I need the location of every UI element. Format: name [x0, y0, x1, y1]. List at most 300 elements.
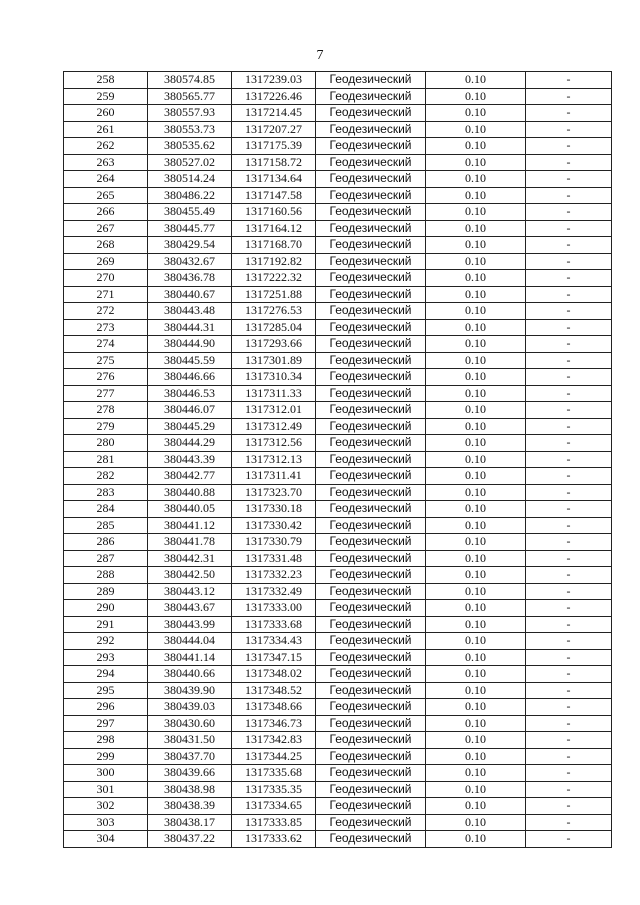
note-cell: - [526, 831, 612, 848]
x-coordinate-cell: 380438.98 [148, 781, 232, 798]
point-number-cell: 283 [64, 484, 148, 501]
note-cell: - [526, 187, 612, 204]
method-cell: Геодезический [316, 418, 426, 435]
table-row [64, 88, 612, 105]
point-number-cell: 304 [64, 831, 148, 848]
method-cell: Геодезический [316, 319, 426, 336]
y-coordinate-cell: 1317222.32 [232, 270, 316, 287]
point-number-cell: 298 [64, 732, 148, 749]
note-cell: - [526, 550, 612, 567]
note-cell: - [526, 699, 612, 716]
table-row [64, 534, 612, 551]
precision-cell: 0.10 [426, 352, 526, 369]
note-cell: - [526, 451, 612, 468]
x-coordinate-cell: 380439.90 [148, 682, 232, 699]
y-coordinate-cell: 1317312.13 [232, 451, 316, 468]
table-row [64, 121, 612, 138]
x-coordinate-cell: 380445.59 [148, 352, 232, 369]
y-coordinate-cell: 1317312.01 [232, 402, 316, 419]
precision-cell: 0.10 [426, 369, 526, 386]
precision-cell: 0.10 [426, 682, 526, 699]
x-coordinate-cell: 380445.77 [148, 220, 232, 237]
method-cell: Геодезический [316, 121, 426, 138]
precision-cell: 0.10 [426, 435, 526, 452]
x-coordinate-cell: 380441.12 [148, 517, 232, 534]
table-row [64, 187, 612, 204]
x-coordinate-cell: 380444.90 [148, 336, 232, 353]
precision-cell: 0.10 [426, 72, 526, 89]
y-coordinate-cell: 1317175.39 [232, 138, 316, 155]
table-row [64, 105, 612, 122]
y-coordinate-cell: 1317312.56 [232, 435, 316, 452]
table-row [64, 451, 612, 468]
y-coordinate-cell: 1317160.56 [232, 204, 316, 221]
precision-cell: 0.10 [426, 765, 526, 782]
point-number-cell: 273 [64, 319, 148, 336]
method-cell: Геодезический [316, 814, 426, 831]
table-row [64, 649, 612, 666]
x-coordinate-cell: 380442.50 [148, 567, 232, 584]
note-cell: - [526, 435, 612, 452]
point-number-cell: 287 [64, 550, 148, 567]
precision-cell: 0.10 [426, 418, 526, 435]
table-row [64, 682, 612, 699]
point-number-cell: 275 [64, 352, 148, 369]
table-row [64, 715, 612, 732]
y-coordinate-cell: 1317348.02 [232, 666, 316, 683]
note-cell: - [526, 649, 612, 666]
y-coordinate-cell: 1317251.88 [232, 286, 316, 303]
point-number-cell: 272 [64, 303, 148, 320]
table-row [64, 220, 612, 237]
method-cell: Геодезический [316, 336, 426, 353]
x-coordinate-cell: 380440.05 [148, 501, 232, 518]
y-coordinate-cell: 1317330.42 [232, 517, 316, 534]
precision-cell: 0.10 [426, 583, 526, 600]
method-cell: Геодезический [316, 72, 426, 89]
point-number-cell: 259 [64, 88, 148, 105]
x-coordinate-cell: 380446.53 [148, 385, 232, 402]
point-number-cell: 263 [64, 154, 148, 171]
point-number-cell: 302 [64, 798, 148, 815]
point-number-cell: 292 [64, 633, 148, 650]
method-cell: Геодезический [316, 748, 426, 765]
precision-cell: 0.10 [426, 154, 526, 171]
point-number-cell: 297 [64, 715, 148, 732]
table-row [64, 699, 612, 716]
method-cell: Геодезический [316, 253, 426, 270]
table-row [64, 468, 612, 485]
method-cell: Геодезический [316, 484, 426, 501]
note-cell: - [526, 253, 612, 270]
method-cell: Геодезический [316, 501, 426, 518]
method-cell: Геодезический [316, 517, 426, 534]
y-coordinate-cell: 1317335.68 [232, 765, 316, 782]
method-cell: Геодезический [316, 616, 426, 633]
precision-cell: 0.10 [426, 748, 526, 765]
precision-cell: 0.10 [426, 649, 526, 666]
table-row [64, 435, 612, 452]
point-number-cell: 262 [64, 138, 148, 155]
point-number-cell: 280 [64, 435, 148, 452]
y-coordinate-cell: 1317285.04 [232, 319, 316, 336]
table-row [64, 517, 612, 534]
precision-cell: 0.10 [426, 666, 526, 683]
note-cell: - [526, 105, 612, 122]
point-number-cell: 264 [64, 171, 148, 188]
point-number-cell: 258 [64, 72, 148, 89]
x-coordinate-cell: 380441.78 [148, 534, 232, 551]
note-cell: - [526, 171, 612, 188]
x-coordinate-cell: 380574.85 [148, 72, 232, 89]
method-cell: Геодезический [316, 699, 426, 716]
method-cell: Геодезический [316, 649, 426, 666]
y-coordinate-cell: 1317192.82 [232, 253, 316, 270]
note-cell: - [526, 270, 612, 287]
note-cell: - [526, 418, 612, 435]
point-number-cell: 285 [64, 517, 148, 534]
x-coordinate-cell: 380437.70 [148, 748, 232, 765]
point-number-cell: 260 [64, 105, 148, 122]
precision-cell: 0.10 [426, 319, 526, 336]
method-cell: Геодезический [316, 352, 426, 369]
note-cell: - [526, 237, 612, 254]
x-coordinate-cell: 380437.22 [148, 831, 232, 848]
precision-cell: 0.10 [426, 303, 526, 320]
x-coordinate-cell: 380438.17 [148, 814, 232, 831]
x-coordinate-cell: 380444.29 [148, 435, 232, 452]
y-coordinate-cell: 1317333.68 [232, 616, 316, 633]
table-row [64, 616, 612, 633]
method-cell: Геодезический [316, 831, 426, 848]
table-row [64, 600, 612, 617]
method-cell: Геодезический [316, 105, 426, 122]
point-number-cell: 303 [64, 814, 148, 831]
table-body [64, 72, 612, 848]
note-cell: - [526, 666, 612, 683]
x-coordinate-cell: 380443.67 [148, 600, 232, 617]
precision-cell: 0.10 [426, 237, 526, 254]
point-number-cell: 301 [64, 781, 148, 798]
y-coordinate-cell: 1317330.79 [232, 534, 316, 551]
method-cell: Геодезический [316, 468, 426, 485]
note-cell: - [526, 88, 612, 105]
x-coordinate-cell: 380443.12 [148, 583, 232, 600]
method-cell: Геодезический [316, 781, 426, 798]
method-cell: Геодезический [316, 154, 426, 171]
method-cell: Геодезический [316, 633, 426, 650]
note-cell: - [526, 385, 612, 402]
method-cell: Геодезический [316, 715, 426, 732]
y-coordinate-cell: 1317293.66 [232, 336, 316, 353]
y-coordinate-cell: 1317226.46 [232, 88, 316, 105]
point-number-cell: 268 [64, 237, 148, 254]
y-coordinate-cell: 1317346.73 [232, 715, 316, 732]
table-row [64, 253, 612, 270]
point-number-cell: 271 [64, 286, 148, 303]
table-row [64, 583, 612, 600]
y-coordinate-cell: 1317333.85 [232, 814, 316, 831]
precision-cell: 0.10 [426, 633, 526, 650]
precision-cell: 0.10 [426, 286, 526, 303]
table-row [64, 72, 612, 89]
precision-cell: 0.10 [426, 121, 526, 138]
precision-cell: 0.10 [426, 798, 526, 815]
y-coordinate-cell: 1317147.58 [232, 187, 316, 204]
x-coordinate-cell: 380553.73 [148, 121, 232, 138]
point-number-cell: 299 [64, 748, 148, 765]
precision-cell: 0.10 [426, 600, 526, 617]
note-cell: - [526, 732, 612, 749]
table-row [64, 319, 612, 336]
method-cell: Геодезический [316, 765, 426, 782]
point-number-cell: 266 [64, 204, 148, 221]
method-cell: Геодезический [316, 798, 426, 815]
note-cell: - [526, 154, 612, 171]
table-row [64, 154, 612, 171]
point-number-cell: 295 [64, 682, 148, 699]
method-cell: Геодезический [316, 369, 426, 386]
y-coordinate-cell: 1317310.34 [232, 369, 316, 386]
point-number-cell: 282 [64, 468, 148, 485]
table-row [64, 748, 612, 765]
point-number-cell: 294 [64, 666, 148, 683]
precision-cell: 0.10 [426, 187, 526, 204]
note-cell: - [526, 682, 612, 699]
y-coordinate-cell: 1317347.15 [232, 649, 316, 666]
note-cell: - [526, 220, 612, 237]
note-cell: - [526, 336, 612, 353]
y-coordinate-cell: 1317164.12 [232, 220, 316, 237]
table-row [64, 237, 612, 254]
precision-cell: 0.10 [426, 501, 526, 518]
x-coordinate-cell: 380527.02 [148, 154, 232, 171]
method-cell: Геодезический [316, 237, 426, 254]
point-number-cell: 286 [64, 534, 148, 551]
method-cell: Геодезический [316, 88, 426, 105]
note-cell: - [526, 567, 612, 584]
x-coordinate-cell: 380440.67 [148, 286, 232, 303]
x-coordinate-cell: 380444.31 [148, 319, 232, 336]
note-cell: - [526, 765, 612, 782]
note-cell: - [526, 633, 612, 650]
method-cell: Геодезический [316, 286, 426, 303]
table-row [64, 204, 612, 221]
point-number-cell: 289 [64, 583, 148, 600]
x-coordinate-cell: 380446.07 [148, 402, 232, 419]
precision-cell: 0.10 [426, 781, 526, 798]
table-row [64, 666, 612, 683]
table-row [64, 501, 612, 518]
precision-cell: 0.10 [426, 567, 526, 584]
precision-cell: 0.10 [426, 105, 526, 122]
note-cell: - [526, 402, 612, 419]
note-cell: - [526, 369, 612, 386]
table-row [64, 385, 612, 402]
table-row [64, 633, 612, 650]
point-number-cell: 269 [64, 253, 148, 270]
y-coordinate-cell: 1317134.64 [232, 171, 316, 188]
y-coordinate-cell: 1317301.89 [232, 352, 316, 369]
point-number-cell: 277 [64, 385, 148, 402]
y-coordinate-cell: 1317207.27 [232, 121, 316, 138]
method-cell: Геодезический [316, 402, 426, 419]
table-row [64, 484, 612, 501]
y-coordinate-cell: 1317239.03 [232, 72, 316, 89]
note-cell: - [526, 715, 612, 732]
note-cell: - [526, 303, 612, 320]
note-cell: - [526, 781, 612, 798]
point-number-cell: 290 [64, 600, 148, 617]
y-coordinate-cell: 1317333.62 [232, 831, 316, 848]
precision-cell: 0.10 [426, 550, 526, 567]
y-coordinate-cell: 1317158.72 [232, 154, 316, 171]
precision-cell: 0.10 [426, 270, 526, 287]
note-cell: - [526, 468, 612, 485]
y-coordinate-cell: 1317311.41 [232, 468, 316, 485]
x-coordinate-cell: 380439.03 [148, 699, 232, 716]
table-row [64, 369, 612, 386]
x-coordinate-cell: 380430.60 [148, 715, 232, 732]
table-row [64, 402, 612, 419]
x-coordinate-cell: 380443.99 [148, 616, 232, 633]
point-number-cell: 296 [64, 699, 148, 716]
table-row [64, 352, 612, 369]
table-row [64, 286, 612, 303]
y-coordinate-cell: 1317335.35 [232, 781, 316, 798]
note-cell: - [526, 501, 612, 518]
point-number-cell: 270 [64, 270, 148, 287]
table-row [64, 171, 612, 188]
y-coordinate-cell: 1317332.23 [232, 567, 316, 584]
note-cell: - [526, 72, 612, 89]
note-cell: - [526, 319, 612, 336]
x-coordinate-cell: 380514.24 [148, 171, 232, 188]
y-coordinate-cell: 1317330.18 [232, 501, 316, 518]
method-cell: Геодезический [316, 682, 426, 699]
y-coordinate-cell: 1317348.52 [232, 682, 316, 699]
precision-cell: 0.10 [426, 253, 526, 270]
table-row [64, 336, 612, 353]
precision-cell: 0.10 [426, 732, 526, 749]
x-coordinate-cell: 380565.77 [148, 88, 232, 105]
precision-cell: 0.10 [426, 699, 526, 716]
point-number-cell: 267 [64, 220, 148, 237]
point-number-cell: 274 [64, 336, 148, 353]
y-coordinate-cell: 1317334.43 [232, 633, 316, 650]
point-number-cell: 293 [64, 649, 148, 666]
method-cell: Геодезический [316, 171, 426, 188]
y-coordinate-cell: 1317333.00 [232, 600, 316, 617]
y-coordinate-cell: 1317311.33 [232, 385, 316, 402]
precision-cell: 0.10 [426, 220, 526, 237]
point-number-cell: 278 [64, 402, 148, 419]
precision-cell: 0.10 [426, 715, 526, 732]
table-row [64, 765, 612, 782]
precision-cell: 0.10 [426, 534, 526, 551]
note-cell: - [526, 798, 612, 815]
precision-cell: 0.10 [426, 468, 526, 485]
x-coordinate-cell: 380439.66 [148, 765, 232, 782]
precision-cell: 0.10 [426, 451, 526, 468]
x-coordinate-cell: 380441.14 [148, 649, 232, 666]
x-coordinate-cell: 380440.88 [148, 484, 232, 501]
x-coordinate-cell: 380432.67 [148, 253, 232, 270]
precision-cell: 0.10 [426, 831, 526, 848]
method-cell: Геодезический [316, 204, 426, 221]
x-coordinate-cell: 380535.62 [148, 138, 232, 155]
y-coordinate-cell: 1317334.65 [232, 798, 316, 815]
x-coordinate-cell: 380443.48 [148, 303, 232, 320]
y-coordinate-cell: 1317214.45 [232, 105, 316, 122]
precision-cell: 0.10 [426, 385, 526, 402]
method-cell: Геодезический [316, 303, 426, 320]
y-coordinate-cell: 1317344.25 [232, 748, 316, 765]
precision-cell: 0.10 [426, 336, 526, 353]
y-coordinate-cell: 1317323.70 [232, 484, 316, 501]
method-cell: Геодезический [316, 435, 426, 452]
precision-cell: 0.10 [426, 171, 526, 188]
x-coordinate-cell: 380442.31 [148, 550, 232, 567]
note-cell: - [526, 121, 612, 138]
x-coordinate-cell: 380429.54 [148, 237, 232, 254]
method-cell: Геодезический [316, 600, 426, 617]
method-cell: Геодезический [316, 385, 426, 402]
note-cell: - [526, 814, 612, 831]
y-coordinate-cell: 1317348.66 [232, 699, 316, 716]
note-cell: - [526, 204, 612, 221]
x-coordinate-cell: 380455.49 [148, 204, 232, 221]
precision-cell: 0.10 [426, 616, 526, 633]
method-cell: Геодезический [316, 187, 426, 204]
x-coordinate-cell: 380431.50 [148, 732, 232, 749]
note-cell: - [526, 286, 612, 303]
x-coordinate-cell: 380445.29 [148, 418, 232, 435]
note-cell: - [526, 517, 612, 534]
y-coordinate-cell: 1317168.70 [232, 237, 316, 254]
point-number-cell: 281 [64, 451, 148, 468]
method-cell: Геодезический [316, 732, 426, 749]
precision-cell: 0.10 [426, 402, 526, 419]
table-row [64, 270, 612, 287]
table-row [64, 781, 612, 798]
precision-cell: 0.10 [426, 484, 526, 501]
point-number-cell: 291 [64, 616, 148, 633]
method-cell: Геодезический [316, 138, 426, 155]
point-number-cell: 288 [64, 567, 148, 584]
point-number-cell: 284 [64, 501, 148, 518]
y-coordinate-cell: 1317276.53 [232, 303, 316, 320]
table-row [64, 732, 612, 749]
method-cell: Геодезический [316, 270, 426, 287]
point-number-cell: 279 [64, 418, 148, 435]
y-coordinate-cell: 1317331.48 [232, 550, 316, 567]
x-coordinate-cell: 380436.78 [148, 270, 232, 287]
note-cell: - [526, 748, 612, 765]
table-row [64, 418, 612, 435]
x-coordinate-cell: 380440.66 [148, 666, 232, 683]
precision-cell: 0.10 [426, 814, 526, 831]
table-row [64, 303, 612, 320]
point-number-cell: 265 [64, 187, 148, 204]
table-row [64, 831, 612, 848]
x-coordinate-cell: 380443.39 [148, 451, 232, 468]
x-coordinate-cell: 380438.39 [148, 798, 232, 815]
table-row [64, 798, 612, 815]
coordinates-table [63, 71, 612, 848]
y-coordinate-cell: 1317312.49 [232, 418, 316, 435]
point-number-cell: 276 [64, 369, 148, 386]
